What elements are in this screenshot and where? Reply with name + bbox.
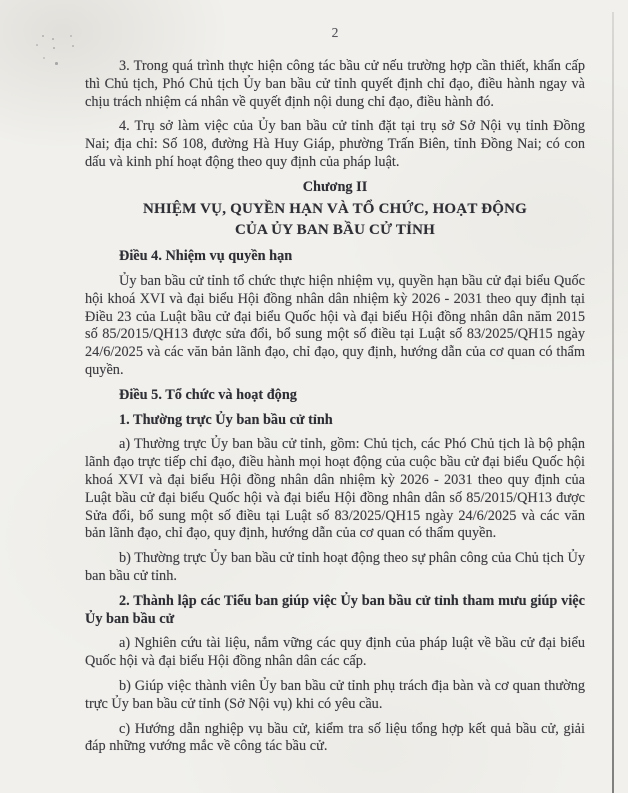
speckle-dot [43,57,45,59]
article5-heading: Điều 5. Tổ chức và hoạt động [119,386,297,403]
chapter-title-line2: CỦA ỦY BAN BẦU CỬ TỈNH [234,222,436,239]
speckle-dot [72,45,74,47]
article5-section2-item-a: a) Nghiên cứu tài liệu, nắm vững các quy định của pháp luật về bầu cử đại biểu Quốc hội và đại biểu Hội đồng nhân dân các cấp. [85,635,585,670]
speckle-dot [52,38,54,40]
article5-section1-heading: 1. Thường trực Ủy ban bầu cử tỉnh [119,411,333,428]
page-edge-line [612,12,614,793]
article5-section2-heading: 2. Thành lập các Tiểu ban giúp việc Ủy ban bầu cử tỉnh tham mưu giúp việc Ủy ban bầu cử [85,592,585,627]
article5-section1-item-b: b) Thường trực Ủy ban bầu cử tỉnh hoạt động theo sự phân công của Chủ tịch Ủy ban bầu cử tỉnh. [85,550,585,584]
article4-heading: Điều 4. Nhiệm vụ quyền hạn [119,248,293,265]
article5-section2-item-c: c) Hướng dẫn nghiệp vụ bầu cử, kiểm tra số liệu tổng hợp kết quả bầu cử, giải đáp những vướng mắc về công tác bầu cử. [85,720,585,755]
speckle-dot [42,35,44,37]
speckle-dot [55,62,58,65]
article5-section2-item-b: b) Giúp việc thành viên Ủy ban bầu cử tỉnh phụ trách địa bàn và cơ quan thường trực Ủy ban bầu cử tỉnh (Sở Nội vụ) khi có yêu cầu. [85,677,585,712]
paragraph-3: 3. Trong quá trình thực hiện công tác bầu cử nếu trường hợp cần thiết, khẩn cấp thì Chủ tịch, Phó Chủ tịch Ủy ban bầu cử tỉnh quyết định chỉ đạo, điều hành ngay và chịu trách nhiệm cá nhân về quyết định nội dung chỉ đạo, điều hành đó. [85,58,585,110]
paragraph-4: 4. Trụ sở làm việc của Ủy ban bầu cử tỉnh đặt tại trụ sở Sở Nội vụ tỉnh Đồng Nai; địa chỉ: Số 108, đường Hà Huy Giáp, phường Trấn Biên, tỉnh Đồng Nai; có con dấu và kinh phí hoạt động theo quy định của pháp luật. [85,118,585,170]
page-number: 2 [331,25,339,40]
speckle-dot [36,44,38,46]
page-content [85,24,585,763]
article5-section1-item-a: a) Thường trực Ủy ban bầu cử tỉnh, gồm: Chủ tịch, các Phó Chủ tịch là bộ phận lãnh đạo trực tiếp chỉ đạo, điều hành mọi hoạt động của cuộc bầu cử đại biểu Quốc hội khoá XVI và đại biểu Hội đồng nhân dân nhiệm kỳ 2026 - 2031 theo quy định của Luật bầu cử đại biểu Quốc hội và đại biểu Hội đồng nhân dân số 85/2015/QH13 được Sửa đổi, bổ sung một số điều tại Luật số 83/2025/QH15 ngày 24/6/2025 và các văn bản lãnh đạo, chỉ đạo, quy định, hướng dẫn của cơ quan có thẩm quyền. [85,436,585,542]
speckle-dot [70,35,72,37]
chapter-title-line1: NHIỆM VỤ, QUYỀN HẠN VÀ TỔ CHỨC, HOẠT ĐỘNG [142,200,528,217]
chapter-label: Chương II [302,178,368,195]
article4-body: Ủy ban bầu cử tỉnh tổ chức thực hiện nhiệm vụ, quyền hạn bầu cử đại biểu Quốc hội khoá XVI và đại biểu Hội đồng nhân dân nhiệm kỳ 2026 - 2031 theo quy định tại Điều 23 của Luật bầu cử đại biểu Quốc hội và đại biểu Hội đồng nhân dân năm 2015 số 85/2015/QH13 được sửa đổi, bổ sung một số điều tại Luật số 83/2025/QH15 ngày 24/6/2025 và các văn bản lãnh đạo, chỉ đạo, quy định, hướng dẫn của cơ quan có thẩm quyền. [85,272,585,378]
speckle-dot [53,47,55,49]
